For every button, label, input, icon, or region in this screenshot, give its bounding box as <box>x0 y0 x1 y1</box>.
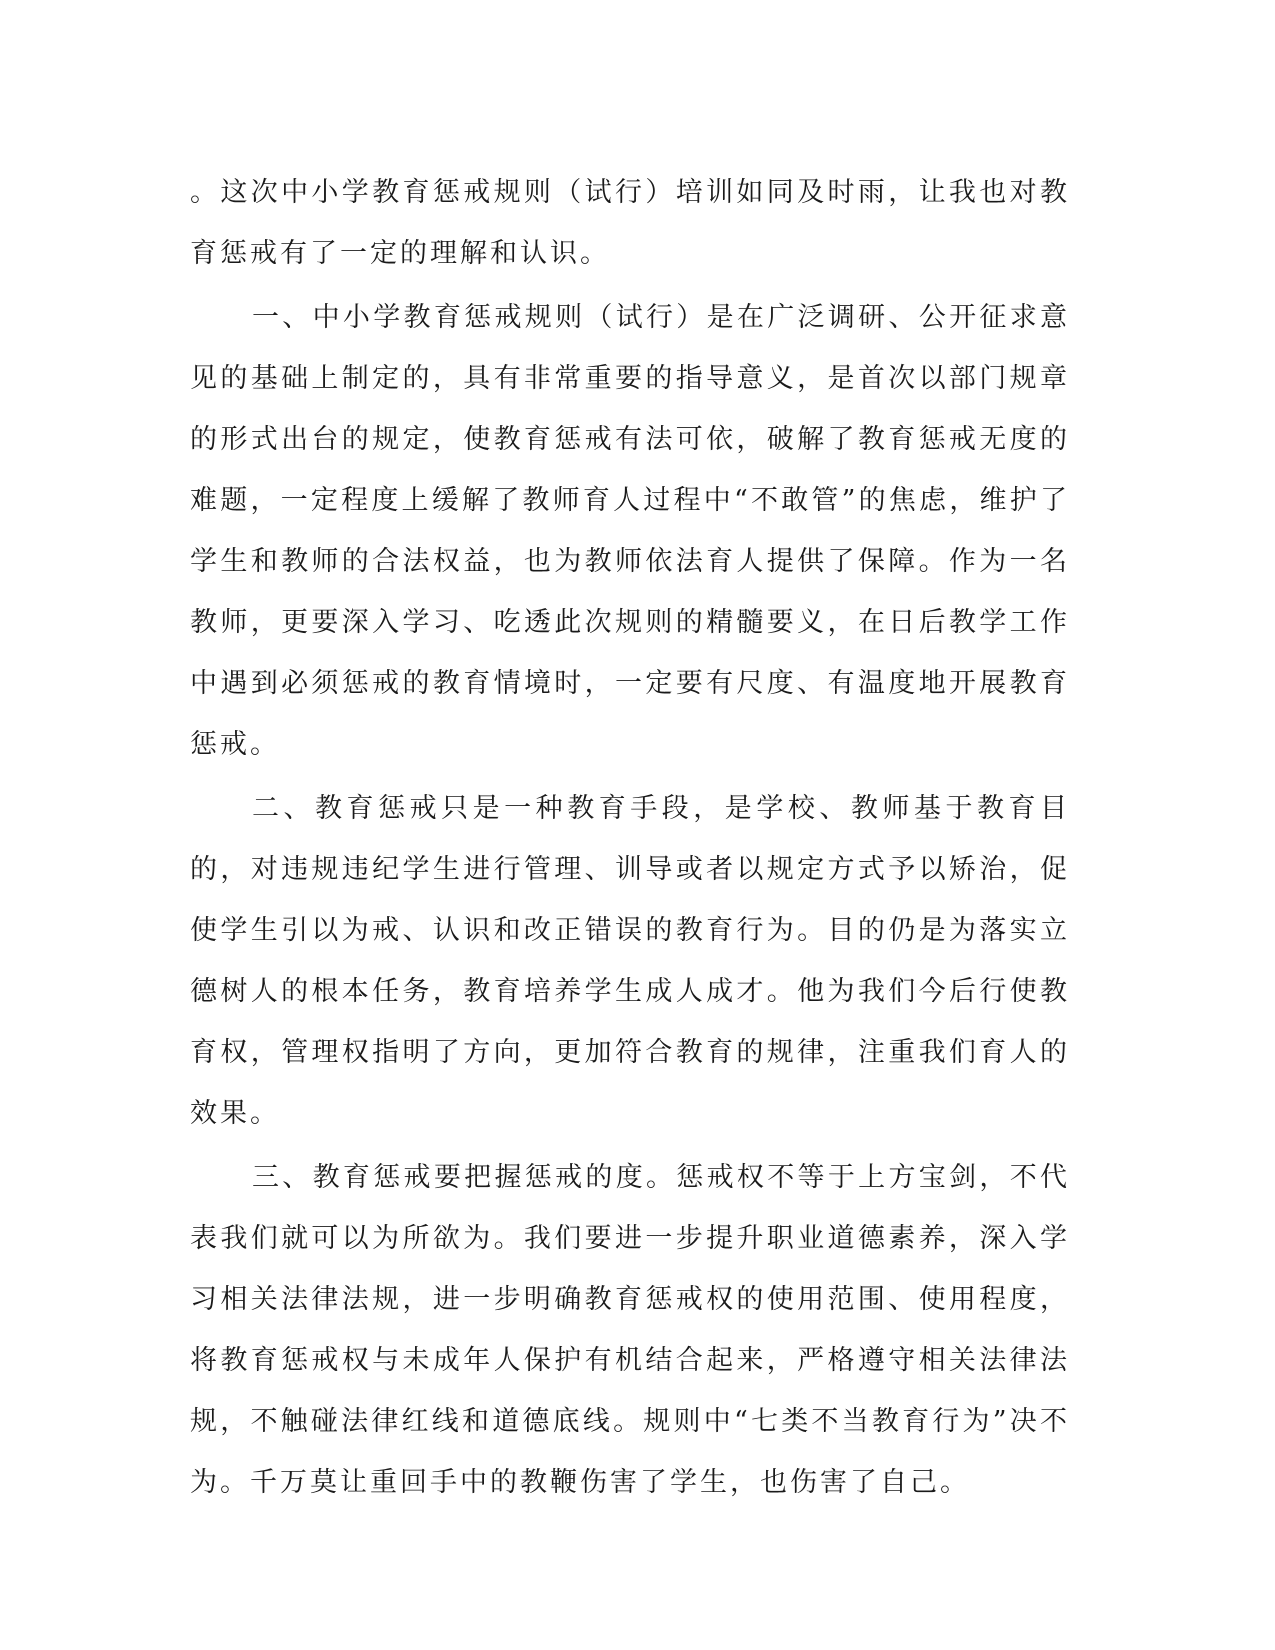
paragraph-continuation: 。这次中小学教育惩戒规则（试行）培训如同及时雨，让我也对教育惩戒有了一定的理解和认识。 <box>190 177 1070 269</box>
paragraph-point-two: 二、教育惩戒只是一种教育手段，是学校、教师基于教育目的，对违规违纪学生进行管理、训导或者以规定方式予以矫治，促使学生引以为戒、认识和改正错误的教育行为。目的仍是为落实立德树人的根本任务，教育培养学生成人成才。他为我们今后行使教育权，管理权指明了方向，更加符合教育的规律，注重我们育人的效果。 <box>190 793 1070 1129</box>
paragraph-point-one: 一、中小学教育惩戒规则（试行）是在广泛调研、公开征求意见的基础上制定的，具有非常重要的指导意义，是首次以部门规章的形式出台的规定，使教育惩戒有法可依，破解了教育惩戒无度的难题，一定程度上缓解了教师育人过程中“不敢管”的焦虑，维护了学生和教师的合法权益，也为教师依法育人提供了保障。作为一名教师，更要深入学习、吃透此次规则的精髓要义，在日后教学工作中遇到必须惩戒的教育情境时，一定要有尺度、有温度地开展教育惩戒。 <box>190 302 1070 760</box>
paragraph-point-three: 三、教育惩戒要把握惩戒的度。惩戒权不等于上方宝剑，不代表我们就可以为所欲为。我们要进一步提升职业道德素养，深入学习相关法律法规，进一步明确教育惩戒权的使用范围、使用程度，将教育惩戒权与未成年人保护有机结合起来，严格遵守相关法律法规，不触碰法律红线和道德底线。规则中“七类不当教育行为”决不为。千万莫让重回手中的教鞭伤害了学生，也伤害了自己。 <box>190 1162 1070 1498</box>
document-body <box>190 162 1070 1516</box>
